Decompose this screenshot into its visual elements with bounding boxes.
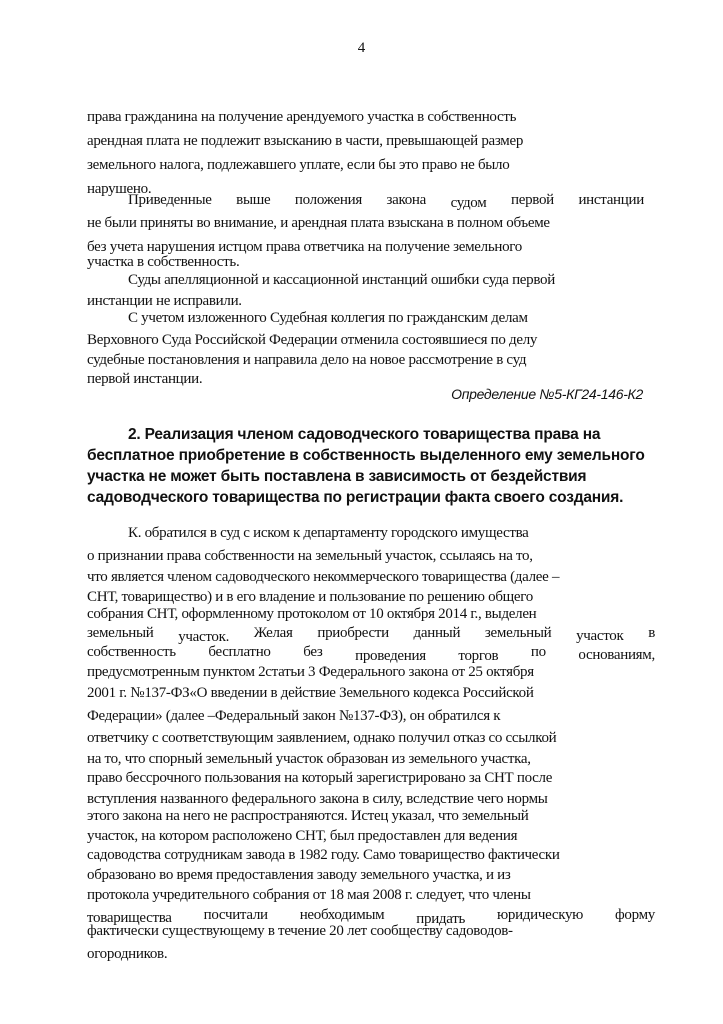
paragraph-line: СНТ, товарищество) и в его владение и пользование по решению общего [87, 589, 533, 605]
word: данный [413, 625, 461, 641]
word: выше [236, 192, 271, 208]
paragraph-line: инстанции не исправили. [87, 293, 242, 309]
paragraph-line: о признании права собственности на земельный участок, ссылаясь на то, [87, 548, 533, 564]
section-heading-line: участка не может быть поставлена в зависимость от бездействия [87, 468, 587, 485]
section-heading-line: 2. Реализация членом садоводческого товарищества права на [128, 426, 601, 443]
word: судом [450, 195, 487, 211]
word: земельный [484, 625, 552, 641]
word: товарищества [87, 910, 172, 926]
word: в [648, 625, 655, 641]
section-heading-line: бесплатное приобретение в собственность выделенного ему земельного [87, 447, 645, 464]
word: приобрести [317, 625, 389, 641]
paragraph-line: образовано во время предоставления заводу земельного участка, и из [87, 867, 511, 883]
word: участок. [178, 629, 230, 645]
word: инстанции [578, 192, 644, 208]
paragraph-line: на то, что спорный земельный участок образован из земельного участка, [87, 751, 531, 767]
paragraph-line: С учетом изложенного Судебная коллегия по гражданским делам [128, 310, 528, 326]
paragraph-line: земельного налога, подлежавшего уплате, если бы это право не было [87, 157, 510, 173]
paragraph-line: участок, на котором расположено СНТ, был предоставлен для ведения [87, 828, 518, 844]
paragraph-line: этого закона на него не распространяются. Истец указал, что земельный [87, 808, 529, 824]
paragraph-line: первой инстанции. [87, 371, 203, 387]
paragraph-line: не были приняты во внимание, и арендная плата взыскана в полном объеме [87, 215, 550, 231]
paragraph-line: вступления названного федерального закона в силу, вследствие чего нормы [87, 791, 548, 807]
word: земельный [87, 625, 154, 641]
word: положения [294, 192, 362, 208]
paragraph-line: протокола учредительного собрания от 18 мая 2008 г. следует, что члены [87, 887, 531, 903]
word: без [303, 644, 323, 660]
word: по [530, 644, 546, 660]
paragraph-line: фактически существующему в течение 20 лет сообществу садоводов- [87, 923, 513, 939]
paragraph-line-justified [87, 624, 655, 645]
paragraph-line: Федерации» (далее –Федеральный закон №137-ФЗ), он обратился к [87, 708, 501, 724]
case-reference: Определение №5-КГ24-146-К2 [451, 386, 643, 402]
paragraph-line-justified [128, 191, 644, 209]
paragraph-line: судебные постановления и направила дело на новое рассмотрение в суд [87, 352, 527, 368]
paragraph-line: К. обратился в суд с иском к департаменту городского имущества [128, 525, 529, 541]
paragraph-line: что является членом садоводческого некоммерческого товарищества (далее – [87, 569, 560, 585]
paragraph-line: Суды апелляционной и кассационной инстанций ошибки суда первой [128, 272, 555, 288]
paragraph-line: предусмотренным пунктом 2статьи 3 Федерального закона от 25 октября [87, 664, 534, 680]
word: бесплатно [208, 644, 271, 660]
paragraph-line-justified [87, 643, 655, 664]
paragraph-line: Верховного Суда Российской Федерации отменила состоявшиеся по делу [87, 332, 538, 348]
word: собственность [87, 644, 176, 660]
section-heading-line: садоводческого товарищества по регистрации факта своего создания. [87, 489, 624, 506]
paragraph-line: огородников. [87, 946, 168, 962]
paragraph-line: собрания СНТ, оформленному протоколом от 10 октября 2014 г., выделен [87, 606, 537, 622]
word: Желая [253, 625, 293, 641]
word: основаниям, [578, 647, 655, 663]
paragraph-line: участка в собственность. [87, 254, 240, 270]
paragraph-line: арендная плата не подлежит взысканию в части, превышающей размер [87, 133, 524, 149]
word: первой [510, 192, 554, 208]
paragraph-line: нарушено. [87, 181, 152, 197]
paragraph-line: без учета нарушения истцом права ответчика на получение земельного [87, 239, 522, 255]
paragraph-line: 2001 г. №137-ФЗ«О введении в действие Земельного кодекса Российской [87, 685, 534, 701]
word: форму [615, 907, 655, 923]
page-number: 4 [357, 40, 366, 56]
word: торгов [458, 648, 499, 664]
word: закона [386, 192, 426, 208]
word: посчитали [203, 907, 268, 923]
paragraph-line: ответчику с соответствующим заявлением, однако получил отказ со ссылкой [87, 730, 557, 746]
paragraph-line: право бессрочного пользования на который зарегистрировано за СНТ после [87, 770, 553, 786]
word: юридическую [496, 907, 584, 923]
word: придать [416, 911, 466, 927]
word: необходимым [299, 907, 385, 923]
word: участок [576, 628, 624, 644]
word: проведения [355, 648, 426, 664]
word: Приведенные [128, 192, 212, 208]
paragraph-line: садоводства сотрудникам завода в 1982 году. Само товарищество фактически [87, 847, 560, 863]
paragraph-line: права гражданина на получение арендуемого участка в собственность [87, 109, 517, 125]
